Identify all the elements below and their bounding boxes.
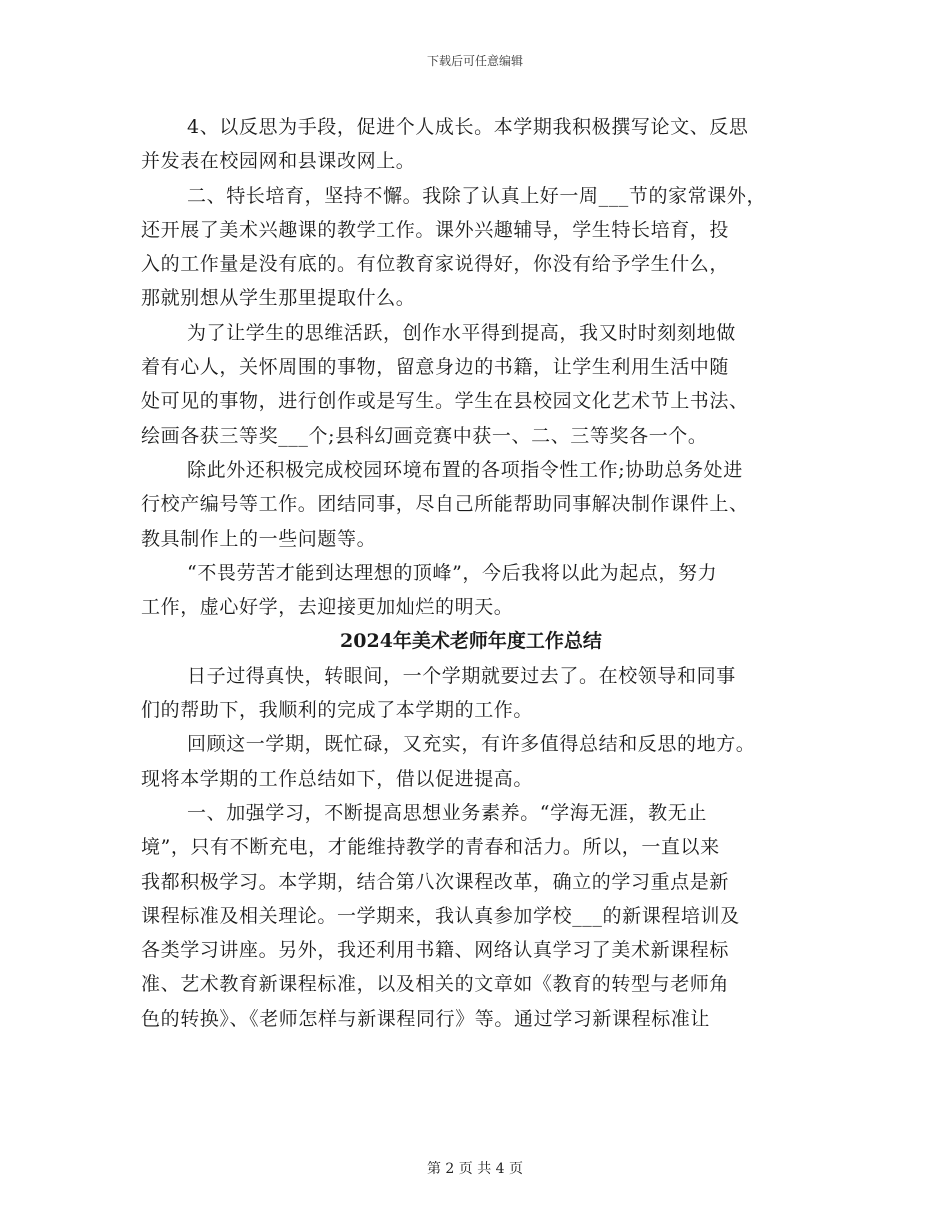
text-line: 我都积极学习。本学期，结合第八次课程改革，确立的学习重点是新 [141,870,730,893]
text-line: 境”，只有不断充电，才能维持教学的青春和活力。所以，一直以来 [141,836,720,859]
text-line: 除此外还积极完成校园环境布置的各项指令性工作;协助总务处进 [187,458,743,481]
text-line: 着有心人，关怀周围的事物，留意身边的书籍，让学生利用生活中随 [141,356,730,379]
text-line: 准、艺术教育新课程标准，以及相关的文章如《教育的转型与老师角 [141,973,730,996]
text-line: 并发表在校园网和县课改网上。 [141,150,416,173]
text-line: “不畏劳苦才能到达理想的顶峰”，今后我将以此为起点，努力 [187,561,718,584]
text-line: 工作，虚心好学，去迎接更加灿烂的明天。 [141,596,514,619]
text-line: 入的工作量是没有底的。有位教育家说得好，你没有给予学生什么， [141,253,730,276]
section-heading: 2024年美术老师年度工作总结 [340,630,602,653]
text-line: 二、特长培育，坚持不懈。我除了认真上好一周___节的家常课外， [187,184,767,207]
document-body [141,110,821,1036]
text-line: 各类学习讲座。另外，我还利用书籍、网络认真学习了美术新课程标 [141,939,730,962]
text-line: 为了让学生的思维活跃，创作水平得到提高，我又时时刻刻地做 [187,321,736,344]
text-line: 们的帮助下，我顺利的完成了本学期的工作。 [141,699,534,722]
text-line: 回顾这一学期，既忙碌，又充实，有许多值得总结和反思的地方。 [187,733,756,756]
text-line: 教具制作上的一些问题等。 [141,527,377,550]
text-line: 绘画各获三等奖___个;县科幻画竞赛中获一、二、三等奖各一个。 [141,424,708,447]
text-line: 课程标准及相关理论。一学期来，我认真参加学校___的新课程培训及 [141,904,740,927]
text-line: 还开展了美术兴趣课的教学工作。课外兴趣辅导，学生特长培育，投 [141,218,730,241]
text-line: 4、以反思为手段，促进个人成长。本学期我积极撰写论文、反思 [187,116,749,138]
text-line: 日子过得真快，转眼间，一个学期就要过去了。在校领导和同事 [187,664,736,687]
text-line: 现将本学期的工作总结如下，借以促进提高。 [141,767,534,790]
page-footer: 第 2 页 共 4 页 [426,1161,524,1177]
text-line: 处可见的事物，进行创作或是写生。学生在县校园文化艺术节上书法、 [141,390,749,413]
page-header: 下载后可任意编辑 [426,54,523,68]
text-line: 一、加强学习，不断提高思想业务素养。“学海无涯，教无止 [187,801,707,824]
text-line: 色的转换》、《老师怎样与新课程同行》等。通过学习新课程标准让 [141,1007,711,1030]
text-line: 行校产编号等工作。团结同事，尽自己所能帮助同事解决制作课件上、 [141,493,749,516]
text-line: 那就别想从学生那里提取什么。 [141,287,416,310]
